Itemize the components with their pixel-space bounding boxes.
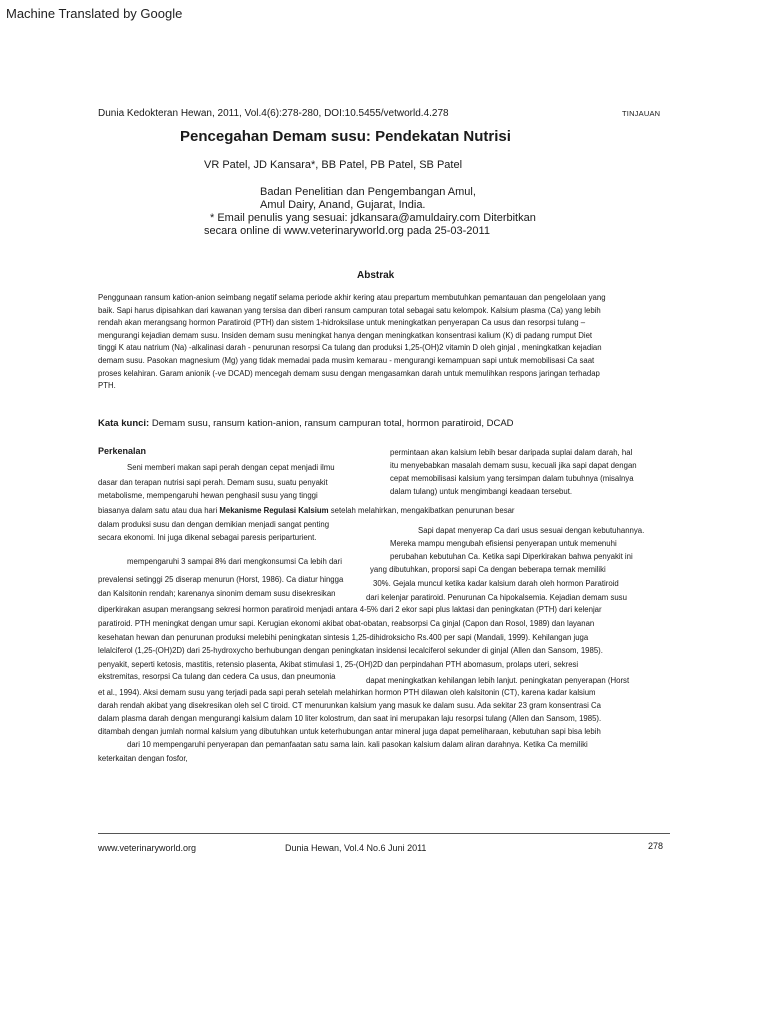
- body-line: cepat memobilisasi kalsium yang tersimpan dalam tubuhnya (misalnya: [390, 474, 634, 483]
- intro-heading: Perkenalan: [98, 446, 147, 456]
- body-line: dalam tulang) untuk mengimbangi keadaan tersebut.: [390, 487, 573, 496]
- body-line: 30%. Gejala muncul ketika kadar kalsium darah oleh hormon Paratiroid: [373, 579, 619, 588]
- keywords-text: Demam susu, ransum kation-anion, ransum campuran total, hormon paratiroid, DCAD: [149, 418, 514, 429]
- body-line: prevalensi setinggi 25 diserap menurun (Horst, 1986). Ca diatur hingga: [98, 575, 344, 584]
- abstract-line: Penggunaan ransum kation-anion seimbang negatif selama periode akhir kering atau prepartum membutuhkan pemantauan dan pengelolaan yang: [98, 293, 606, 302]
- body-line: diperkirakan asupan merangsang sekresi hormon paratiroid menjadi antara 4-5% dari 2 ekor sapi plus laktasi dan peningkatan (PTH) dari kelenjar: [98, 605, 602, 614]
- body-line: paratiroid. PTH meningkat dengan umur sapi. Kerugian ekonomi akibat obat-obatan, reabsorpsi Ca ginjal (Capon dan Rosol, 1989) dan layanan: [98, 619, 595, 628]
- body-line: dan Kalsitonin rendah; karenanya sinonim demam susu disekresikan: [98, 589, 336, 598]
- affiliation-line: Badan Penelitian dan Pengembangan Amul,: [260, 186, 476, 198]
- affiliation-line: Amul Dairy, Anand, Gujarat, India.: [260, 199, 426, 211]
- abstract-line: tinggi K atau natrium (Na) -alkalinasi darah - penurunan resorpsi Ca tulang dan produksi 1,25-(OH)2 vitamin D oleh ginjal , meningkatkan kejadian: [98, 343, 602, 353]
- body-line: mempengaruhi 3 sampai 8% dari mengkonsumsi Ca lebih dari: [127, 557, 342, 566]
- footer-website: www.veterinaryworld.org: [98, 843, 197, 853]
- body-text: setelah melahirkan, mengakibatkan penurunan besar: [328, 506, 515, 515]
- paper-title: Pencegahan Demam susu: Pendekatan Nutrisi: [180, 128, 511, 145]
- abstract-line: proses kelahiran. Garam anionik (-ve DCAD) mencegah demam susu dengan mengasamkan darah untuk memulihkan respons jaringan terhadap: [98, 368, 600, 378]
- body-line: itu menyebabkan masalah demam susu, kecuali jika sapi dapat dengan: [390, 461, 637, 470]
- abstract-body: [98, 292, 606, 393]
- body-line: metabolisme, mempengaruhi hewan penghasil susu yang tinggi: [98, 491, 318, 500]
- body-line: [98, 506, 515, 515]
- abstract-line: baik. Sapi harus dipisahkan dari kawanan yang tersisa dan diberi ransum campuran total sebagai satu kelompok. Kalsium plasma (Ca) yang lebih: [98, 305, 601, 315]
- abstract-line: rendah akan merangsang hormon Paratiroid (PTH) dan sistem 1-hidroksilase untuk meningkatkan penyerapan Ca usus dan resorpsi tulang –: [98, 318, 586, 328]
- body-line: Sapi dapat menyerap Ca dari usus sesuai dengan kebutuhannya.: [418, 526, 645, 535]
- body-line: perubahan kebutuhan Ca. Ketika sapi Diperkirakan bahwa penyakit ini: [390, 552, 633, 561]
- article-type-tag: TINJAUAN: [622, 109, 661, 118]
- abstract-line: PTH.: [98, 381, 116, 391]
- body-line: Seni memberi makan sapi perah dengan cepat menjadi ilmu: [127, 463, 335, 472]
- affiliation-block: [204, 186, 564, 238]
- body-line: keterkaitan dengan fosfor,: [98, 754, 188, 763]
- body-line: et al., 1994). Aksi demam susu yang terjadi pada sapi perah setelah melahirkan hormon PTH dilawan oleh kalsitonin (CT), karena kadar kalsium: [98, 688, 596, 697]
- abstract-line: demam susu. Pasokan magnesium (Mg) yang tidak memadai pada musim kemarau - mengurangi kemampuan sapi untuk memobilisasi Ca saat: [98, 355, 595, 365]
- abstract-line: mengurangi kejadian demam susu. Insiden demam susu meningkat hanya dengan meningkatkan konsentrasi kalium (K) di padang rumput Diet: [98, 330, 593, 340]
- publication-date: secara online di www.veterinaryworld.org pada 25-03-2011: [204, 225, 490, 237]
- section-heading-calcium: Mekanisme Regulasi Kalsium: [219, 506, 329, 515]
- footer-issue: Dunia Hewan, Vol.4 No.6 Juni 2011: [285, 843, 427, 853]
- body-line: dalam produksi susu dan dengan demikian menjadi sangat penting: [98, 520, 330, 529]
- body-line: yang dibutuhkan, proporsi sapi Ca dengan beberapa ternak memiliki: [370, 565, 606, 574]
- body-line: ekstremitas, resorpsi Ca tulang dan cedera Ca usus, dan pneumonia: [98, 672, 336, 681]
- body-line: ditambah dengan jumlah normal kalsium yang dibutuhkan untuk keterhubungan antar mineral juga dapat pemeliharaan, kebutuhan sapi bisa lebih: [98, 727, 601, 736]
- abstract-heading: Abstrak: [357, 270, 395, 281]
- body-line: permintaan akan kalsium lebih besar daripada suplai dalam darah, hal: [390, 448, 633, 457]
- body-line: dari kelenjar paratiroid. Penurunan Ca hipokalsemia. Kejadian demam susu: [366, 593, 627, 602]
- body-line: kesehatan hewan dan penurunan produksi melebihi peningkatan sintesis 1,25-dihidroksicho Rs.400 per sapi (Mandali, 1999). Kehilangan juga: [98, 633, 589, 642]
- page-number: 278: [648, 841, 664, 851]
- body-line: dasar dan terapan nutrisi sapi perah. Demam susu, suatu penyakit: [98, 478, 328, 487]
- body-line: darah rendah akibat yang disekresikan oleh sel C tiroid. CT menurunkan kalsium yang masuk ke dalam susu. Ada sekitar 23 gram konsentrasi Ca: [98, 701, 602, 710]
- body-line: dalam plasma darah dengan mengurangi kalsium dalam 10 liter kolostrum, dan saat ini merupakan laju resorpsi tulang (Allen dan Sansom, 1985).: [98, 714, 602, 723]
- journal-citation: Dunia Kedokteran Hewan, 2011, Vol.4(6):278-280, DOI:10.5455/vetworld.4.278: [98, 108, 449, 119]
- footer-divider: [98, 833, 670, 834]
- body-line: Mereka mampu mengubah efisiensi penyerapan untuk memenuhi: [390, 539, 617, 548]
- corresponding-email: * Email penulis yang sesuai: jdkansara@amuldairy.com Diterbitkan: [210, 212, 536, 224]
- body-line: lelalciferol (1,25-(OH)2D) dari 25-hydroxycho berhubungan dengan peningkatan insidensi lecalciferol sekunder di ginjal (Allen dan Sansom, 1985).: [98, 646, 603, 655]
- body-line: dapat meningkatkan kehilangan lebih lanjut. peningkatan penyerapan (Horst: [366, 676, 630, 685]
- keywords-label: Kata kunci:: [98, 418, 150, 429]
- keywords: [98, 418, 514, 429]
- body-line: dari 10 mempengaruhi penyerapan dan pemanfaatan satu sama lain. kali pasokan kalsium dalam aliran darahnya. Ketika Ca memiliki: [127, 740, 588, 749]
- machine-translation-banner: Machine Translated by Google: [6, 6, 183, 21]
- body-line: penyakit, seperti ketosis, mastitis, retensio plasenta, Akibat stimulasi 1, 25-(OH)2D dan perpindahan PTH abomasum, prolaps uteri, sekresi: [98, 660, 579, 669]
- body-line: secara ekonomi. Ini juga dikenal sebagai paresis periparturient.: [98, 533, 317, 542]
- body-text: biasanya dalam satu atau dua hari: [98, 506, 220, 515]
- author-list: VR Patel, JD Kansara*, BB Patel, PB Patel, SB Patel: [204, 159, 463, 171]
